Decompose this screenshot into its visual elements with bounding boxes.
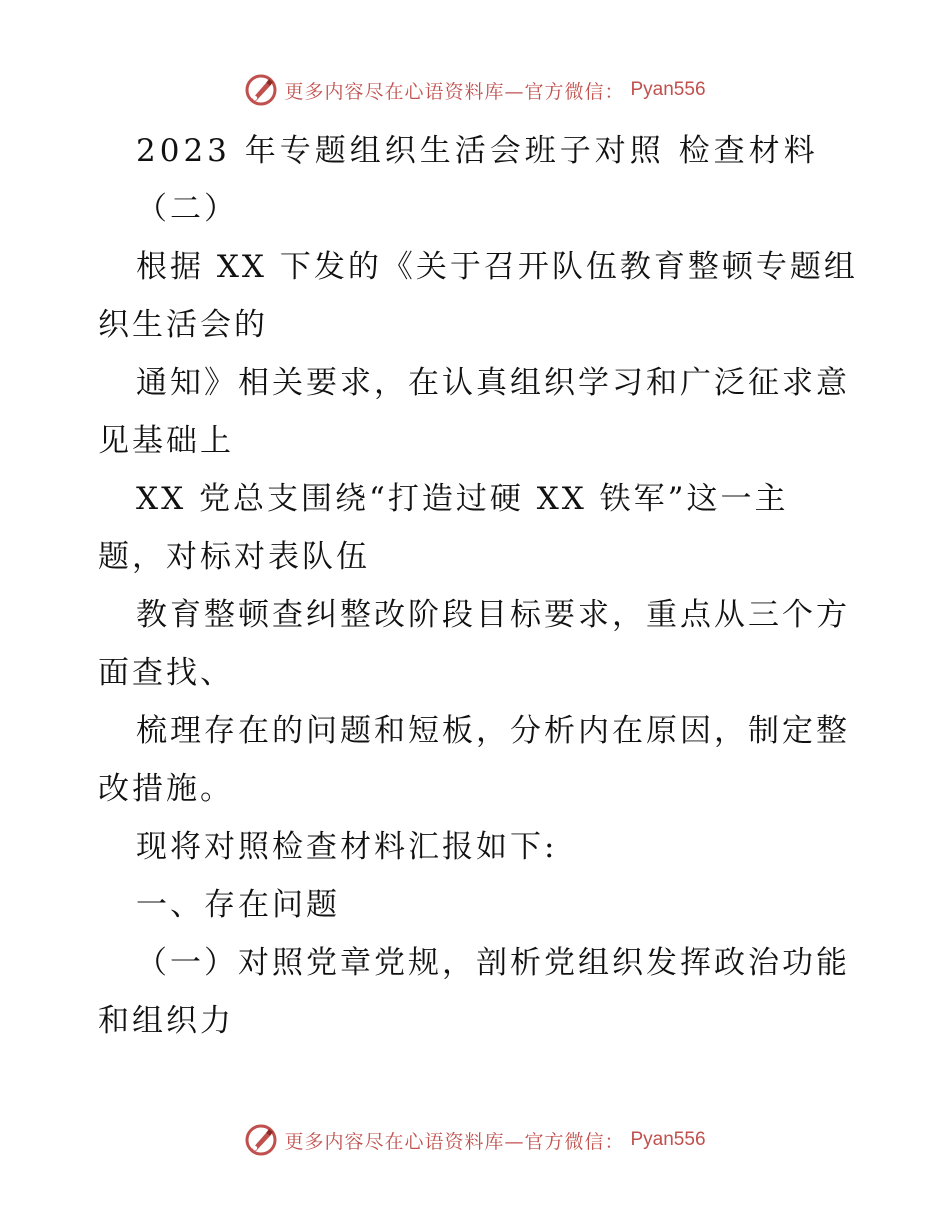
- paragraph-line: 梳理存在的问题和短板，分析内在原因，制定整: [136, 713, 850, 749]
- watermark-wechat-id: Pyan556: [630, 1129, 706, 1150]
- section-heading: 一、存在问题: [136, 887, 340, 923]
- document-body: [98, 122, 858, 1050]
- paragraph-line: XX 党总支围绕“打造过硬 XX 铁军”这一主: [136, 481, 789, 517]
- watermark-wechat-id: Pyan556: [630, 79, 706, 100]
- pen-logo-icon: [244, 1123, 278, 1157]
- paragraph-line: 和组织力: [98, 1003, 234, 1039]
- pen-logo-icon: [244, 73, 278, 107]
- watermark-text: 更多内容尽在心语资料库—官方微信：: [284, 80, 625, 103]
- paragraph-line: 改措施。: [98, 771, 234, 807]
- paragraph-line: 根据 XX 下发的《关于召开队伍教育整顿专题组: [136, 249, 858, 285]
- paragraph-line: 题，对标对表队伍: [98, 539, 370, 575]
- watermark-text: 更多内容尽在心语资料库—官方微信：: [284, 1130, 625, 1153]
- document-subtitle: （二）: [136, 191, 238, 227]
- footer-watermark: [0, 1120, 950, 1160]
- paragraph-line: 织生活会的: [98, 307, 268, 343]
- paragraph-line: 现将对照检查材料汇报如下:: [136, 829, 558, 865]
- document-title: 2023 年专题组织生活会班子对照 检查材料: [136, 133, 819, 169]
- subsection-heading: （一）对照党章党规，剖析党组织发挥政治功能: [136, 945, 850, 981]
- paragraph-line: 教育整顿查纠整改阶段目标要求，重点从三个方: [136, 597, 850, 633]
- paragraph-line: 见基础上: [98, 423, 234, 459]
- header-watermark: [0, 70, 950, 110]
- paragraph-line: 面查找、: [98, 655, 234, 691]
- paragraph-line: 通知》相关要求，在认真组织学习和广泛征求意: [136, 365, 850, 401]
